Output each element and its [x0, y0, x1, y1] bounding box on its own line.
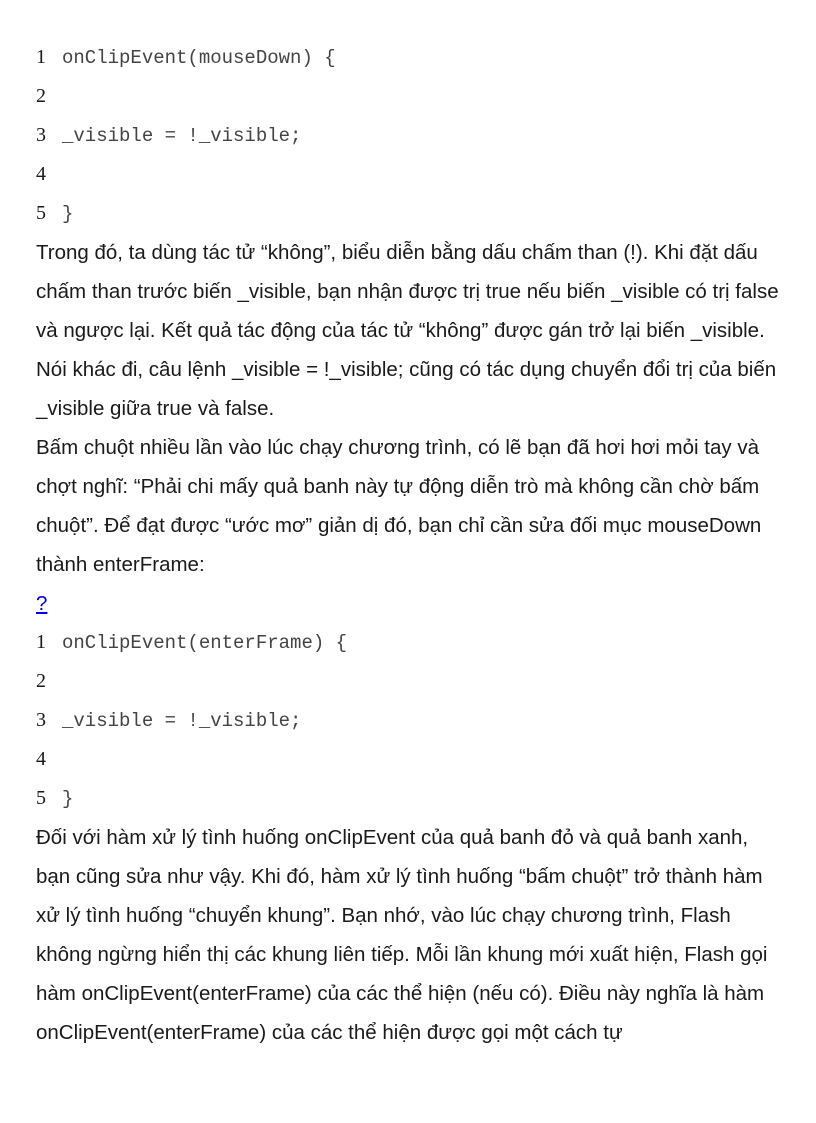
document-page	[36, 38, 786, 1052]
code-block-enterframe	[36, 623, 786, 818]
code-text: }	[62, 202, 74, 225]
line-number: 5	[36, 202, 46, 224]
code-text: }	[62, 787, 74, 810]
help-link-line	[36, 584, 786, 623]
code-line	[36, 116, 786, 155]
code-text: onClipEvent(enterFrame) {	[62, 631, 348, 654]
code-line	[36, 194, 786, 233]
code-line	[36, 740, 786, 779]
line-number: 3	[36, 124, 46, 146]
code-text: _visible = !_visible;	[62, 709, 302, 732]
line-number: 3	[36, 709, 46, 731]
code-line	[36, 77, 786, 116]
code-line	[36, 155, 786, 194]
line-number: 1	[36, 46, 46, 68]
paragraph-enterframe-intro: Bấm chuột nhiều lần vào lúc chạy chương trình, có lẽ bạn đã hơi hơi mỏi tay và chợt nghĩ: “Phải chi mấy quả banh này tự động diễn trò mà không cần chờ bấm chuột”. Để đạt được “ước mơ” giản dị đó, bạn chỉ cần sửa đối mục mouseDown thành enterFrame:	[36, 436, 762, 576]
code-line	[36, 779, 786, 818]
line-number: 2	[36, 670, 46, 692]
code-text: _visible = !_visible;	[62, 124, 302, 147]
code-line	[36, 662, 786, 701]
code-line	[36, 701, 786, 740]
line-number: 2	[36, 85, 46, 107]
paragraph-enterframe-explanation: Đối với hàm xử lý tình huống onClipEvent của quả banh đỏ và quả banh xanh, bạn cũng sửa như vậy. Khi đó, hàm xử lý tình huống “bấm chuột” trở thành hàm xử lý tình huống “chuyển khung”. Bạn nhớ, vào lúc chạy chương trình, Flash không ngừng hiển thị các khung liên tiếp. Mỗi lần khung mới xuất hiện, Flash gọi hàm onClipEvent(enterFrame) của các thể hiện (nếu có). Điều này nghĩa là hàm onClipEvent(enterFrame) của các thể hiện được gọi một cách tự	[36, 826, 768, 1044]
line-number: 1	[36, 631, 46, 653]
paragraph-not-operator: Trong đó, ta dùng tác tử “không”, biểu diễn bằng dấu chấm than (!). Khi đặt dấu chấm than trước biến _visible, bạn nhận được trị true nếu biến _visible có trị false và ngược lại. Kết quả tác động của tác tử “không” được gán trở lại biến _visible. Nói khác đi, câu lệnh _visible = !_visible; cũng có tác dụng chuyển đổi trị của biến _visible giữa true và false.	[36, 241, 779, 420]
code-text: onClipEvent(mouseDown) {	[62, 46, 336, 69]
line-number: 4	[36, 748, 46, 770]
line-number: 4	[36, 163, 46, 185]
code-block-mousedown	[36, 38, 786, 233]
line-number: 5	[36, 787, 46, 809]
code-line	[36, 623, 786, 662]
help-link[interactable]: ?	[36, 591, 48, 615]
code-line	[36, 38, 786, 77]
